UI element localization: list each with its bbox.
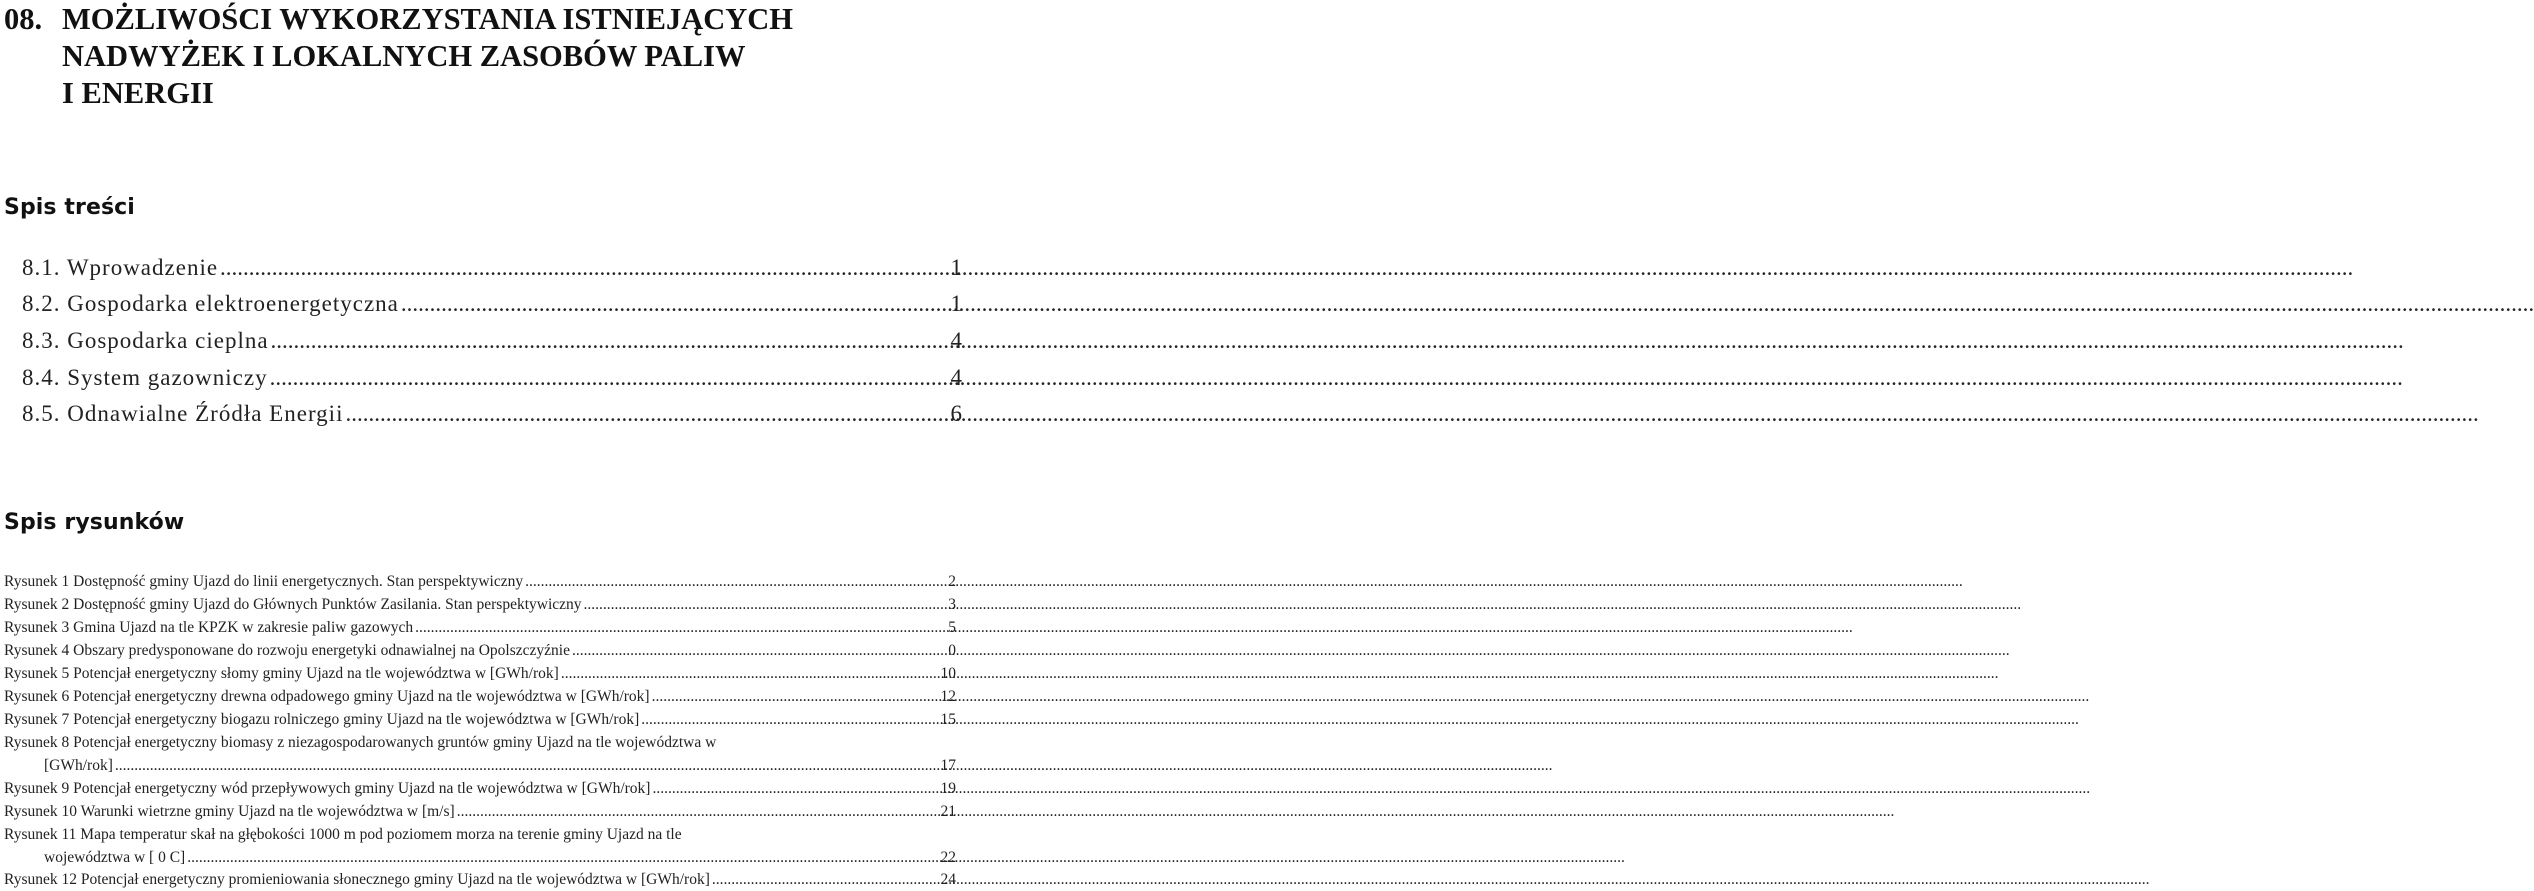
dot-leader xyxy=(270,366,937,390)
toc-entry-page: 1 xyxy=(950,255,963,280)
figure-entry-5[interactable] xyxy=(4,664,956,684)
figure-entry-page: 19 xyxy=(940,780,956,797)
dot-leader xyxy=(401,292,937,316)
dot-leader xyxy=(561,664,939,684)
figure-entry-11-continued[interactable] xyxy=(44,848,956,868)
figure-entry-3[interactable] xyxy=(4,618,956,638)
toc-entry-8-3[interactable] xyxy=(22,329,963,353)
figure-entry-12[interactable] xyxy=(4,870,956,890)
figures-title: Spis rysunków xyxy=(4,510,185,535)
dot-leader xyxy=(652,779,938,799)
figure-entry-text: Rysunek 1 Dostępność gminy Ujazd do linii energetycznych. Stan perspektywiczny xyxy=(4,573,524,590)
dot-leader xyxy=(220,256,937,280)
figure-entry-page: 17 xyxy=(940,757,956,774)
figure-entry-page: 2 xyxy=(948,573,956,590)
figure-entry-11[interactable]: Rysunek 11 Mapa temperatur skał na głębokości 1000 m pod poziomem morza na terenie gminy Ujazd na tle xyxy=(4,826,682,843)
figure-entry-text: Rysunek 4 Obszary predysponowane do rozwoju energetyki odnawialnej na Opolszczyźnie xyxy=(4,642,570,659)
figure-entry-2[interactable] xyxy=(4,595,956,615)
toc-entry-text: 8.3. Gospodarka cieplna xyxy=(22,328,269,353)
figure-entry-4[interactable] xyxy=(4,641,956,661)
dot-leader xyxy=(271,329,937,353)
dot-leader xyxy=(572,641,946,661)
figure-entry-8-continued[interactable] xyxy=(44,756,956,776)
figure-entry-1[interactable] xyxy=(4,572,956,592)
dot-leader xyxy=(115,756,939,776)
figure-entry-page: 21 xyxy=(940,803,956,820)
figure-entry-text: Rysunek 10 Warunki wietrzne gminy Ujazd na tle województwa w [m/s] xyxy=(4,803,455,820)
figure-entry-10[interactable] xyxy=(4,802,956,822)
figure-entry-text: Rysunek 3 Gmina Ujazd na tle KPZK w zakresie paliw gazowych xyxy=(4,619,414,636)
figure-entry-text: województwa w [ 0 C] xyxy=(44,849,186,866)
toc-entry-page: 6 xyxy=(950,401,963,426)
toc-entry-text: 8.5. Odnawialne Źródła Energii xyxy=(22,401,344,426)
chapter-title-line-2: NADWYŻEK I LOKALNYCH ZASOBÓW PALIW xyxy=(62,39,746,73)
figure-entry-page: 3 xyxy=(948,596,956,613)
chapter-number: 08. xyxy=(4,2,43,36)
figure-entry-text: [GWh/rok] xyxy=(44,757,113,774)
dot-leader xyxy=(712,870,939,890)
dot-leader xyxy=(345,402,937,426)
figure-entry-7[interactable] xyxy=(4,710,956,730)
figure-entry-page: 5 xyxy=(948,619,956,636)
toc-entry-text: 8.2. Gospodarka elektroenergetyczna xyxy=(22,291,399,316)
figure-entry-page: 0 xyxy=(948,642,956,659)
figure-entry-page: 12 xyxy=(940,688,956,705)
dot-leader xyxy=(641,710,938,730)
chapter-title-line-1: MOŻLIWOŚCI WYKORZYSTANIA ISTNIEJĄCYCH xyxy=(62,2,794,36)
toc-entry-8-2[interactable] xyxy=(22,292,963,316)
toc-title: Spis treści xyxy=(4,195,135,220)
figure-entry-text: Rysunek 2 Dostępność gminy Ujazd do Głównych Punktów Zasilania. Stan perspektywiczny xyxy=(4,596,582,613)
figure-entry-9[interactable] xyxy=(4,779,956,799)
figure-entry-text: Rysunek 6 Potencjał energetyczny drewna odpadowego gminy Ujazd na tle województwa w [GWh/rok] xyxy=(4,688,650,705)
dot-leader xyxy=(525,572,946,592)
figure-entry-page: 22 xyxy=(940,849,956,866)
dot-leader xyxy=(457,802,939,822)
toc-entry-text: 8.4. System gazowniczy xyxy=(22,365,268,390)
toc-entry-page: 4 xyxy=(950,328,963,353)
figure-entry-page: 24 xyxy=(940,871,956,888)
toc-entry-8-4[interactable] xyxy=(22,366,963,390)
figure-entry-page: 10 xyxy=(940,665,956,682)
figure-entry-text: Rysunek 7 Potencjał energetyczny biogazu rolniczego gminy Ujazd na tle województwa w [GWh/rok] xyxy=(4,711,640,728)
toc-entry-8-5[interactable] xyxy=(22,402,963,426)
dot-leader xyxy=(584,595,947,615)
figure-entry-text: Rysunek 5 Potencjał energetyczny słomy gminy Ujazd na tle województwa w [GWh/rok] xyxy=(4,665,559,682)
figure-entry-text: Rysunek 9 Potencjał energetyczny wód przepływowych gminy Ujazd na tle województwa w [GWh/rok] xyxy=(4,780,651,797)
toc-entry-8-1[interactable] xyxy=(22,256,963,280)
dot-leader xyxy=(415,618,946,638)
figure-entry-page: 15 xyxy=(940,711,956,728)
toc-entry-text: 8.1. Wprowadzenie xyxy=(22,255,219,280)
dot-leader xyxy=(652,687,939,707)
toc-entry-page: 1 xyxy=(950,291,963,316)
figure-entry-8[interactable]: Rysunek 8 Potencjał energetyczny biomasy z niezagospodarowanych gruntów gminy Ujazd na tle województwa w xyxy=(4,734,717,751)
dot-leader xyxy=(187,848,938,868)
figure-entry-text: Rysunek 12 Potencjał energetyczny promieniowania słonecznego gminy Ujazd na tle województwa w [GWh/rok] xyxy=(4,871,710,888)
figure-entry-6[interactable] xyxy=(4,687,956,707)
toc-entry-page: 4 xyxy=(950,365,963,390)
chapter-title-line-3: I ENERGII xyxy=(62,76,214,110)
